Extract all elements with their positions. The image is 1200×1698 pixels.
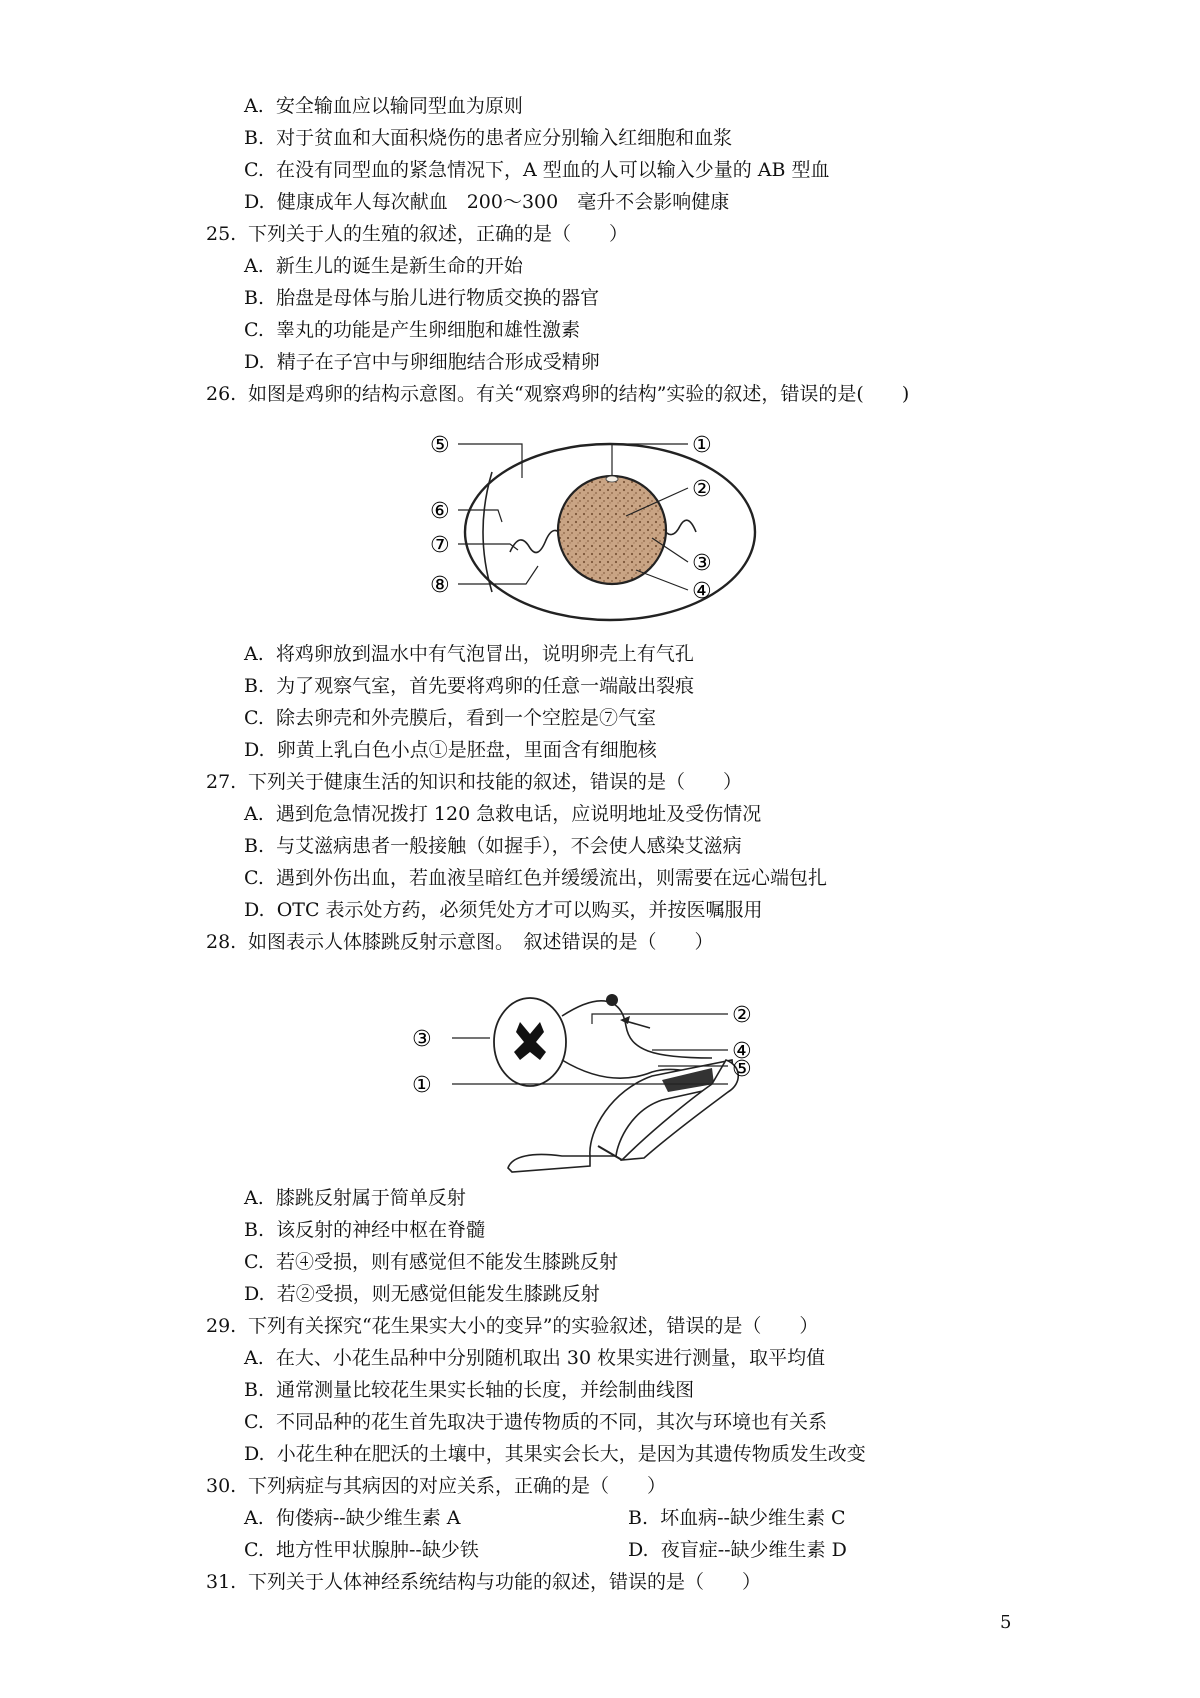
egg-yolk (558, 476, 666, 584)
q30-option-d: D. 夜盲症--缺少维生素 D (628, 1539, 847, 1561)
reflex-label-5: ⑤ (732, 1057, 752, 1082)
q26-option-a: A. 将鸡卵放到温水中有气泡冒出，说明卵壳上有气孔 (244, 643, 694, 665)
q30-option-a: A. 佝偻病--缺少维生素 A (244, 1507, 461, 1529)
q27-option-b: B. 与艾滋病患者一般接触（如握手），不会使人感染艾滋病 (244, 835, 742, 857)
page-number: 5 (1000, 1612, 1012, 1633)
egg-label-1: ① (692, 433, 712, 458)
q29-option-d: D. 小花生种在肥沃的土壤中，其果实会长大，是因为其遗传物质发生改变 (244, 1443, 866, 1465)
q28-option-d: D. 若②受损，则无感觉但能发生膝跳反射 (244, 1283, 600, 1305)
q29-option-a: A. 在大、小花生品种中分别随机取出 30 枚果实进行测量，取平均值 (244, 1347, 826, 1369)
dorsal-root-ganglion (606, 994, 618, 1006)
q25-stem: 25. 下列关于人的生殖的叙述，正确的是（ ） (206, 223, 629, 245)
q26-option-c: C. 除去卵壳和外壳膜后，看到一个空腔是⑦气室 (244, 707, 657, 729)
egg-label-5: ⑤ (430, 433, 450, 458)
egg-label-7: ⑦ (430, 533, 450, 558)
q28-stem: 28. 如图表示人体膝跳反射示意图。 叙述错误的是（ ） (206, 931, 714, 953)
reflex-label-3: ③ (412, 1027, 432, 1052)
q25-option-d: D. 精子在子宫中与卵细胞结合形成受精卵 (244, 351, 600, 373)
q27-option-c: C. 遇到外伤出血，若血液呈暗红色并缓缓流出，则需要在远心端包扎 (244, 867, 828, 889)
egg-structure-figure (430, 432, 780, 628)
knee-jerk-reflex-figure (412, 980, 812, 1176)
q31-stem: 31. 下列关于人体神经系统结构与功能的叙述，错误的是（ ） (206, 1571, 762, 1593)
q27-option-a: A. 遇到危急情况拨打 120 急救电话，应说明地址及受伤情况 (244, 803, 762, 825)
q28-option-a: A. 膝跳反射属于简单反射 (244, 1187, 466, 1209)
q26-option-d: D. 卵黄上乳白色小点①是胚盘，里面含有细胞核 (244, 739, 657, 761)
reflex-label-4: ④ (732, 1039, 752, 1064)
egg-label-8: ⑧ (430, 573, 450, 598)
egg-germinal-disc (606, 476, 618, 482)
reflex-label-2: ② (732, 1003, 752, 1028)
egg-air-chamber (483, 472, 492, 592)
q28-option-c: C. 若④受损，则有感觉但不能发生膝跳反射 (244, 1251, 619, 1273)
q30-stem: 30. 下列病症与其病因的对应关系，正确的是（ ） (206, 1475, 667, 1497)
q27-stem: 27. 下列关于健康生活的知识和技能的叙述，错误的是（ ） (206, 771, 743, 793)
egg-label-6: ⑥ (430, 499, 450, 524)
q30-option-b: B. 坏血病--缺少维生素 C (628, 1507, 846, 1529)
q26-stem: 26. 如图是鸡卵的结构示意图。有关“观察鸡卵的结构”实验的叙述，错误的是( ) (206, 383, 910, 405)
q24-option-b: B. 对于贫血和大面积烧伤的患者应分别输入红细胞和血浆 (244, 127, 733, 149)
q29-option-c: C. 不同品种的花生首先取决于遗传物质的不同，其次与环境也有关系 (244, 1411, 828, 1433)
q24-option-d: D. 健康成年人每次献血 200～300 毫升不会影响健康 (244, 191, 730, 213)
q24-option-a: A. 安全输血应以输同型血为原则 (244, 95, 523, 117)
q30-option-c: C. 地方性甲状腺肿--缺少铁 (244, 1539, 479, 1561)
egg-label-4: ④ (692, 579, 712, 604)
q29-option-b: B. 通常测量比较花生果实长轴的长度，并绘制曲线图 (244, 1379, 695, 1401)
q24-option-c: C. 在没有同型血的紧急情况下，A 型血的人可以输入少量的 AB 型血 (244, 159, 830, 181)
egg-chalaza-right (662, 520, 696, 534)
q25-option-a: A. 新生儿的诞生是新生命的开始 (244, 255, 523, 277)
reflex-label-1: ① (412, 1073, 432, 1098)
q27-option-d: D. OTC 表示处方药，必须凭处方才可以购买，并按医嘱服用 (244, 899, 763, 921)
q29-stem: 29. 下列有关探究“花生果实大小的变异”的实验叙述，错误的是（ ） (206, 1315, 819, 1337)
foot (508, 1155, 590, 1173)
q25-option-c: C. 睾丸的功能是产生卵细胞和雄性激素 (244, 319, 581, 341)
q26-option-b: B. 为了观察气室，首先要将鸡卵的任意一端敲出裂痕 (244, 675, 695, 697)
egg-label-2: ② (692, 477, 712, 502)
q28-option-b: B. 该反射的神经中枢在脊髓 (244, 1219, 486, 1241)
egg-label-3: ③ (692, 551, 712, 576)
q25-option-b: B. 胎盘是母体与胎儿进行物质交换的器官 (244, 287, 600, 309)
